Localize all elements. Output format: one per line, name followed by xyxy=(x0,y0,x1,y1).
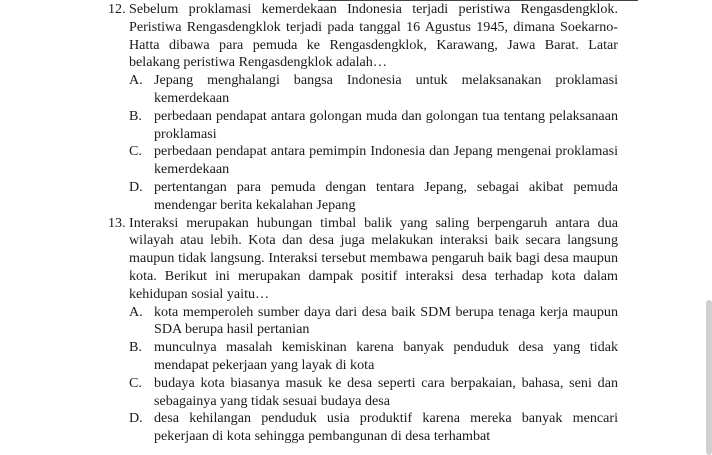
question-13-options xyxy=(129,304,618,446)
option-letter: C. xyxy=(129,143,142,160)
option-a[interactable] xyxy=(129,304,618,340)
question-12-options xyxy=(129,72,618,214)
option-c[interactable] xyxy=(129,143,618,179)
option-d[interactable] xyxy=(129,179,618,215)
option-b[interactable] xyxy=(129,339,618,375)
option-letter: A. xyxy=(129,303,143,320)
option-letter: D. xyxy=(129,410,143,427)
option-a[interactable] xyxy=(129,72,618,108)
option-b[interactable] xyxy=(129,108,618,144)
option-letter: A. xyxy=(129,72,143,89)
option-text: desa kehilangan penduduk usia produktif karena mereka banyak mencari pekerjaan di kota sehingga pembangunan di desa terhambat xyxy=(154,410,618,445)
option-text: Jepang menghalangi bangsa Indonesia untuk melaksanakan proklamasi kemerdekaan xyxy=(154,72,618,106)
option-letter: B. xyxy=(129,107,142,124)
question-number: 13. xyxy=(108,214,126,231)
question-number: 12. xyxy=(108,1,126,17)
document-page xyxy=(108,1,618,446)
option-letter: B. xyxy=(129,339,142,356)
option-text: perbedaan pendapat antara golongan muda dan golongan tua tentang pelaksanaan proklamasi xyxy=(154,107,618,142)
option-c[interactable] xyxy=(129,375,618,411)
option-text: perbedaan pendapat antara pemimpin Indonesia dan Jepang mengenai proklamasi kemerdekaan xyxy=(154,143,618,178)
option-text: pertentangan para pemuda dengan tentara Jepang, sebagai akibat pemuda mendengar berita kekalahan Jepang xyxy=(154,178,618,213)
option-letter: D. xyxy=(129,178,143,195)
option-text: budaya kota biasanya masuk ke desa seperti cara berpakaian, bahasa, seni dan sebagainya yang tidak sesuai budaya desa xyxy=(154,374,618,409)
question-12 xyxy=(108,1,618,72)
option-letter: C. xyxy=(129,374,142,391)
option-d[interactable] xyxy=(129,410,618,446)
question-text: Interaksi merupakan hubungan timbal balik yang saling berpengaruh antara dua wilayah atau lebih. Kota dan desa juga melakukan interaksi baik secara langsung maupun tidak langsung. Interaksi tersebut membawa pengaruh baik bagi desa maupun kota. Berikut ini merupakan dampak positif interaksi desa terhadap kota dalam kehidupan sosial yaitu… xyxy=(129,214,618,302)
question-text: Sebelum proklamasi kemerdekaan Indonesia terjadi peristiwa Rengasdengklok. Peristiwa Rengasdengklok terjadi pada tanggal 16 Agustus 1945, dimana Soekarno-Hatta dibawa para pemuda ke Rengasdengklok, Karawang, Jawa Barat. Latar belakang peristiwa Rengasdengklok adalah… xyxy=(129,1,618,71)
option-text: munculnya masalah kemiskinan karena banyak penduduk desa yang tidak mendapat pekerjaan yang layak di kota xyxy=(154,339,618,373)
question-13 xyxy=(108,215,618,304)
option-text: kota memperoleh sumber daya dari desa baik SDM berupa tenaga kerja maupun SDA berupa hasil pertanian xyxy=(154,303,618,338)
vertical-scrollbar[interactable] xyxy=(706,300,712,455)
